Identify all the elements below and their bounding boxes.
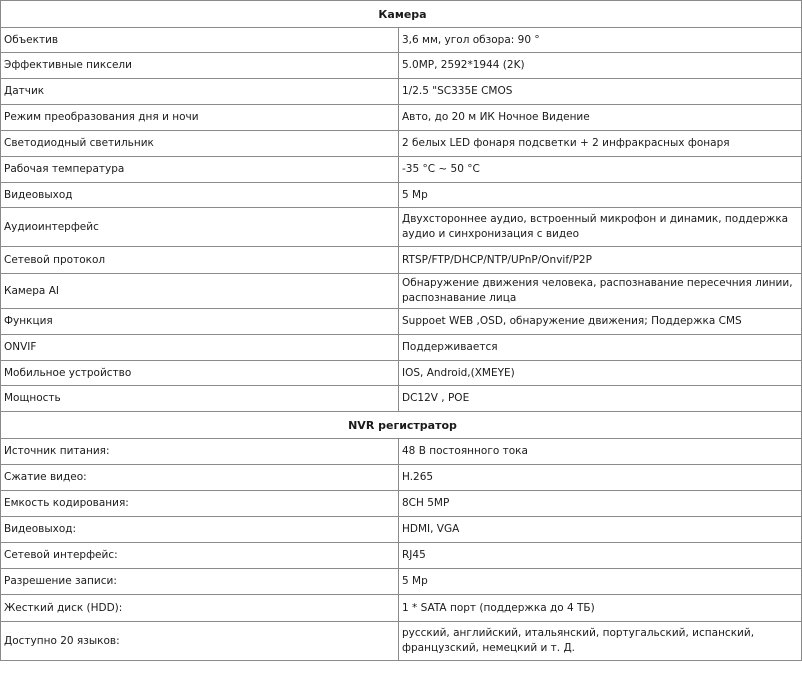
spec-label: Жесткий диск (HDD): — [1, 595, 399, 622]
spec-value: IOS, Android,(XMEYE) — [399, 361, 802, 386]
spec-label: Эффективные пиксели — [1, 53, 399, 79]
spec-value: 8CH 5MP — [399, 491, 802, 517]
table-row — [1, 157, 802, 183]
section-header-nvr — [1, 412, 802, 439]
table-row — [1, 622, 802, 661]
spec-label: Мобильное устройство — [1, 361, 399, 386]
spec-value: Авто, до 20 м ИК Ночное Видение — [399, 105, 802, 131]
spec-label: Сжатие видео: — [1, 465, 399, 491]
table-row — [1, 386, 802, 412]
spec-label: Объектив — [1, 28, 399, 53]
spec-label: Видеовыход: — [1, 517, 399, 543]
table-row — [1, 105, 802, 131]
spec-label: Разрешение записи: — [1, 569, 399, 595]
table-row — [1, 28, 802, 53]
spec-label: Камера AI — [1, 274, 399, 309]
spec-label: ONVIF — [1, 335, 399, 361]
table-row — [1, 53, 802, 79]
spec-label: Емкость кодирования: — [1, 491, 399, 517]
spec-label: Рабочая температура — [1, 157, 399, 183]
spec-value: 1/2.5 "SC335E CMOS — [399, 79, 802, 105]
spec-value: 5 Мр — [399, 183, 802, 208]
table-row — [1, 595, 802, 622]
table-row — [1, 569, 802, 595]
spec-label: Мощность — [1, 386, 399, 412]
spec-label: Датчик — [1, 79, 399, 105]
table-row — [1, 274, 802, 309]
table-row — [1, 491, 802, 517]
spec-value: DC12V , POE — [399, 386, 802, 412]
table-row — [1, 439, 802, 465]
section-header-camera — [1, 1, 802, 28]
table-row — [1, 183, 802, 208]
spec-value: 1 * SATA порт (поддержка до 4 ТБ) — [399, 595, 802, 622]
section-title: Камера — [1, 1, 802, 28]
spec-value: 5 Мр — [399, 569, 802, 595]
spec-value: -35 °C ~ 50 °C — [399, 157, 802, 183]
spec-value: RTSP/FTP/DHCP/NTP/UPnP/Onvif/P2P — [399, 247, 802, 274]
table-row — [1, 309, 802, 335]
spec-value: Обнаружение движения человека, распознавание пересечния линии, распознавание лица — [399, 274, 802, 309]
table-row — [1, 465, 802, 491]
spec-label: Функция — [1, 309, 399, 335]
spec-label: Доступно 20 языков: — [1, 622, 399, 661]
spec-label: Источник питания: — [1, 439, 399, 465]
table-row — [1, 247, 802, 274]
spec-label: Сетевой интерфейс: — [1, 543, 399, 569]
spec-label: Видеовыход — [1, 183, 399, 208]
table-row — [1, 543, 802, 569]
table-row — [1, 79, 802, 105]
spec-value: 3,6 мм, угол обзора: 90 ° — [399, 28, 802, 53]
table-row — [1, 361, 802, 386]
spec-value: Двухстороннее аудио, встроенный микрофон и динамик, поддержка аудио и синхронизация с видео — [399, 208, 802, 247]
spec-value: Поддерживается — [399, 335, 802, 361]
spec-value: HDMI, VGA — [399, 517, 802, 543]
spec-value: Suppoet WEB ,OSD, обнаружение движения; Поддержка CMS — [399, 309, 802, 335]
spec-value: H.265 — [399, 465, 802, 491]
spec-value: русский, английский, итальянский, португальский, испанский, французский, немецкий и т. Д. — [399, 622, 802, 661]
spec-label: Сетевой протокол — [1, 247, 399, 274]
spec-value: 2 белых LED фонаря подсветки + 2 инфракрасных фонаря — [399, 131, 802, 157]
table-row — [1, 517, 802, 543]
spec-label: Аудиоинтерфейс — [1, 208, 399, 247]
table-row — [1, 131, 802, 157]
spec-label: Режим преобразования дня и ночи — [1, 105, 399, 131]
spec-value: 5.0MP, 2592*1944 (2K) — [399, 53, 802, 79]
spec-label: Светодиодный светильник — [1, 131, 399, 157]
section-title: NVR регистратор — [1, 412, 802, 439]
spec-value: RJ45 — [399, 543, 802, 569]
table-row — [1, 208, 802, 247]
table-row — [1, 335, 802, 361]
spec-value: 48 В постоянного тока — [399, 439, 802, 465]
